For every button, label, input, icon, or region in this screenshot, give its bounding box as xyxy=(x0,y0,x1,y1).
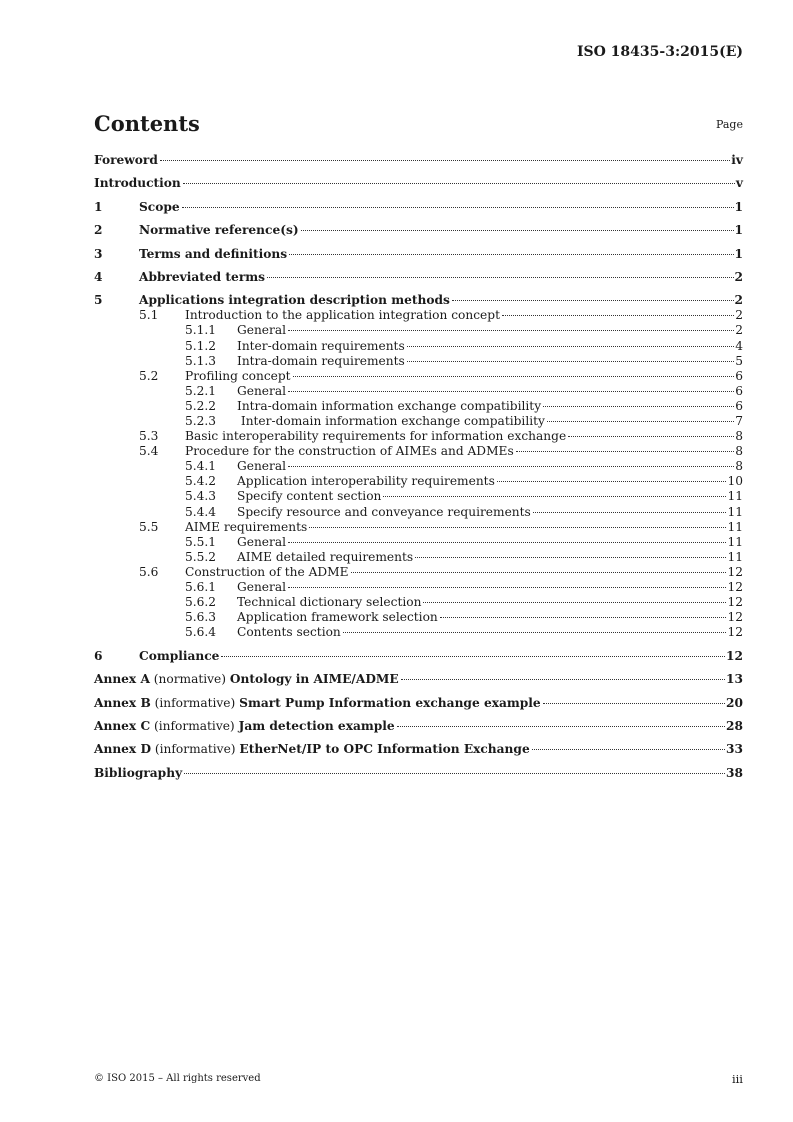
toc-entry-page: 2 xyxy=(734,269,743,284)
toc-entry[interactable] xyxy=(94,153,743,168)
toc-entry-number: 5.5.2 xyxy=(185,549,217,564)
toc-entry-page: 8 xyxy=(735,429,743,444)
dot-leader xyxy=(383,496,726,497)
toc-entry-number: 5.4.4 xyxy=(185,504,217,519)
toc-entry-title: General xyxy=(237,580,286,595)
document-id: ISO 18435-3:2015(E) xyxy=(576,44,743,60)
toc-entry-title: AIME detailed requirements xyxy=(237,549,414,564)
toc-entry-page: 12 xyxy=(727,564,743,579)
toc-entry-page: 8 xyxy=(735,444,743,459)
toc-entry-title: Terms and definitions xyxy=(139,246,288,261)
dot-leader xyxy=(267,277,734,278)
toc-entry-number: 3 xyxy=(94,246,103,261)
toc-entry-title: Application interoperability requirements xyxy=(237,474,495,489)
toc-entry-title: General xyxy=(237,534,286,549)
toc-entry-page: 6 xyxy=(735,368,743,383)
toc-entry[interactable] xyxy=(94,270,743,285)
toc-entry-page: 12 xyxy=(727,580,743,595)
dot-leader xyxy=(497,481,727,482)
dot-leader xyxy=(516,451,735,452)
toc-entry-page: 28 xyxy=(726,718,743,733)
toc-entry-page: 11 xyxy=(727,519,743,534)
toc-entry-title: Basic interoperability requirements for information exchange xyxy=(185,429,567,444)
page-column-label: Page xyxy=(715,118,743,131)
dot-leader xyxy=(184,773,725,774)
annex-title: EtherNet/IP to OPC Information Exchange xyxy=(239,742,530,757)
toc-entry-number: 5.2.2 xyxy=(185,398,217,413)
annex-qualifier: (informative) xyxy=(150,695,240,710)
annex-qualifier: (normative) xyxy=(149,672,230,687)
toc-entry-title: Intra-domain requirements xyxy=(237,353,405,368)
toc-entry-page: 38 xyxy=(726,765,743,780)
dot-leader xyxy=(301,230,734,231)
toc-entry[interactable] xyxy=(94,489,743,504)
toc-entry-page: 6 xyxy=(735,398,743,413)
toc-entry-page: 4 xyxy=(735,338,743,353)
toc-entry-number: 5.2 xyxy=(139,368,159,383)
toc-entry-page: 20 xyxy=(726,695,743,710)
toc-entry-title: Contents section xyxy=(237,625,341,640)
dot-leader xyxy=(289,254,733,255)
toc-entry-page: 12 xyxy=(727,595,743,610)
toc-entry-page: 10 xyxy=(727,474,743,489)
annex-label: Annex B xyxy=(94,695,151,710)
toc-entry-page: 11 xyxy=(727,504,743,519)
toc-entry[interactable] xyxy=(94,625,743,640)
toc-entry[interactable] xyxy=(94,766,743,781)
toc-entry-number: 5.1.2 xyxy=(185,338,217,353)
toc-entry-number: 5.6.1 xyxy=(185,580,217,595)
toc-entry-number: 5.2.1 xyxy=(185,383,217,398)
annex-label: Annex A xyxy=(94,672,150,687)
toc-entry-page: 13 xyxy=(726,672,743,687)
toc-entry-page: 12 xyxy=(727,610,743,625)
toc-entry-number: 5.6 xyxy=(139,564,159,579)
toc-entry-title: Abbreviated terms xyxy=(139,269,265,284)
dot-leader xyxy=(293,376,735,377)
toc-entry-title: General xyxy=(237,323,286,338)
toc-entry[interactable] xyxy=(94,742,743,757)
toc-entry-page: 5 xyxy=(735,353,743,368)
toc-entry[interactable] xyxy=(94,308,743,323)
toc-entry-page: 12 xyxy=(727,625,743,640)
toc-entry[interactable] xyxy=(94,580,743,595)
dot-leader xyxy=(401,679,725,680)
toc-entry-title: Bibliography xyxy=(94,765,183,780)
toc-entry-number: 5.5.1 xyxy=(185,534,217,549)
toc-entry-number: 5.5 xyxy=(139,519,159,534)
annex-title: Smart Pump Information exchange example xyxy=(239,695,541,710)
toc-entry[interactable] xyxy=(94,459,743,474)
toc-entry-number: 5.6.3 xyxy=(185,610,217,625)
toc-entry-title: Compliance xyxy=(139,648,220,663)
toc-entry-page: 8 xyxy=(735,459,743,474)
toc-entry-number: 4 xyxy=(94,269,103,284)
dot-leader xyxy=(288,587,726,588)
table-of-contents xyxy=(94,153,743,781)
toc-entry-title: Technical dictionary selection xyxy=(237,595,422,610)
toc-entry-title: Inter-domain requirements xyxy=(237,338,405,353)
toc-entry-number: 5.1 xyxy=(139,308,159,323)
dot-leader xyxy=(543,406,734,407)
annex-qualifier: (informative) xyxy=(150,718,239,733)
toc-entry[interactable] xyxy=(94,595,743,610)
toc-entry-number: 5.4 xyxy=(139,444,159,459)
toc-entry-title: Normative reference(s) xyxy=(139,223,299,238)
dot-leader xyxy=(160,160,730,161)
toc-entry-number: 5.4.2 xyxy=(185,474,217,489)
toc-entry-title: Inter-domain information exchange compatibility xyxy=(237,414,545,428)
dot-leader xyxy=(351,572,727,573)
toc-entry[interactable] xyxy=(94,200,743,215)
toc-entry-title: Profiling concept xyxy=(185,368,291,383)
toc-entry-title xyxy=(94,696,541,711)
page-number: iii xyxy=(731,1072,743,1086)
toc-entry-number: 5 xyxy=(94,293,103,308)
annex-qualifier: (informative) xyxy=(151,742,240,757)
toc-entry-title: Scope xyxy=(139,199,180,214)
dot-leader xyxy=(397,726,725,727)
toc-entry[interactable] xyxy=(94,520,743,535)
dot-leader xyxy=(547,421,734,422)
toc-entry-title: Specify resource and conveyance requirements xyxy=(237,504,531,519)
dot-leader xyxy=(288,330,734,331)
toc-entry-page: 33 xyxy=(726,742,743,757)
toc-entry[interactable] xyxy=(94,505,743,520)
toc-entry[interactable] xyxy=(94,414,743,429)
dot-leader xyxy=(183,183,735,184)
toc-entry-page: iv xyxy=(731,153,743,167)
toc-entry[interactable] xyxy=(94,339,743,354)
dot-leader xyxy=(502,315,734,316)
toc-entry-page: 1 xyxy=(734,246,743,261)
toc-entry-title: Construction of the ADME xyxy=(185,564,349,579)
toc-entry[interactable] xyxy=(94,719,743,734)
toc-entry-page: 2 xyxy=(735,308,743,323)
toc-entry-number: 5.1.3 xyxy=(185,353,217,368)
toc-entry-number: 1 xyxy=(94,199,103,214)
toc-entry[interactable] xyxy=(94,474,743,489)
toc-entry[interactable] xyxy=(94,384,743,399)
dot-leader xyxy=(440,617,727,618)
toc-entry-title: General xyxy=(237,383,286,398)
toc-entry[interactable] xyxy=(94,323,743,338)
dot-leader xyxy=(407,346,735,347)
toc-entry[interactable] xyxy=(94,610,743,625)
toc-entry-page: 1 xyxy=(734,223,743,238)
toc-entry-page: 6 xyxy=(735,383,743,398)
toc-entry-title: Introduction xyxy=(94,176,181,191)
toc-entry-page: 11 xyxy=(727,534,743,549)
toc-entry[interactable] xyxy=(94,672,743,687)
toc-entry-title: General xyxy=(237,459,286,474)
toc-entry[interactable] xyxy=(94,550,743,565)
dot-leader xyxy=(407,361,734,362)
toc-entry-number: 6 xyxy=(94,648,103,663)
toc-entry-number: 5.4.3 xyxy=(185,489,217,504)
dot-leader xyxy=(343,632,727,633)
toc-entry[interactable] xyxy=(94,696,743,711)
toc-entry-page: 12 xyxy=(726,648,743,663)
toc-entry[interactable] xyxy=(94,565,743,580)
annex-title: Jam detection example xyxy=(238,718,395,733)
dot-leader xyxy=(288,542,726,543)
dot-leader xyxy=(533,512,727,513)
annex-title: Ontology in AIME/ADME xyxy=(229,672,399,687)
dot-leader xyxy=(288,466,734,467)
dot-leader xyxy=(423,602,726,603)
toc-entry-title: Intra-domain information exchange compatibility xyxy=(237,398,542,413)
toc-entry[interactable] xyxy=(94,176,743,191)
contents-title: Contents xyxy=(94,111,200,136)
dot-leader xyxy=(452,300,734,301)
toc-entry-number: 5.2.3 xyxy=(185,414,217,428)
dot-leader xyxy=(415,557,726,558)
toc-entry-title xyxy=(94,672,399,687)
toc-entry-page: 11 xyxy=(727,549,743,564)
toc-entry-page: v xyxy=(735,176,743,191)
toc-entry-title: AIME requirements xyxy=(185,519,308,534)
toc-entry-number: 5.3 xyxy=(139,429,159,444)
dot-leader xyxy=(309,527,726,528)
toc-entry-page: 1 xyxy=(734,199,743,214)
toc-entry[interactable] xyxy=(94,369,743,384)
dot-leader xyxy=(543,703,725,704)
toc-entry[interactable] xyxy=(94,247,743,262)
toc-entry[interactable] xyxy=(94,429,743,444)
annex-label: Annex C xyxy=(94,718,151,733)
toc-entry[interactable] xyxy=(94,444,743,459)
toc-entry-title: Applications integration description methods xyxy=(139,293,450,308)
toc-entry-title: Application framework selection xyxy=(237,610,438,625)
toc-entry[interactable] xyxy=(94,293,743,308)
toc-entry-number: 5.1.1 xyxy=(185,323,217,338)
toc-entry-page: 2 xyxy=(734,293,743,308)
toc-entry-title xyxy=(94,742,530,757)
toc-entry-page: 7 xyxy=(735,414,743,428)
toc-entry-number: 5.6.2 xyxy=(185,595,217,610)
copyright-notice: © ISO 2015 – All rights reserved xyxy=(94,1073,261,1084)
toc-entry[interactable] xyxy=(94,535,743,550)
annex-label: Annex D xyxy=(94,742,152,757)
toc-entry[interactable] xyxy=(94,649,743,664)
dot-leader xyxy=(288,391,734,392)
toc-entry-number: 5.6.4 xyxy=(185,625,217,640)
toc-entry-title: Introduction to the application integration concept xyxy=(185,308,500,323)
toc-entry[interactable] xyxy=(94,223,743,238)
toc-entry-title: Procedure for the construction of AIMEs and ADMEs xyxy=(185,444,514,459)
toc-entry-title: Foreword xyxy=(94,153,158,167)
toc-entry-number: 5.4.1 xyxy=(185,459,217,474)
toc-entry-title xyxy=(94,719,395,734)
toc-entry-page: 2 xyxy=(735,323,743,338)
dot-leader xyxy=(532,749,725,750)
dot-leader xyxy=(568,436,734,437)
dot-leader xyxy=(182,207,734,208)
toc-entry-page: 11 xyxy=(727,489,743,504)
toc-entry-number: 2 xyxy=(94,223,103,238)
toc-entry[interactable] xyxy=(94,354,743,369)
toc-entry-title: Specify content section xyxy=(237,489,382,504)
dot-leader xyxy=(221,656,725,657)
toc-entry[interactable] xyxy=(94,399,743,414)
